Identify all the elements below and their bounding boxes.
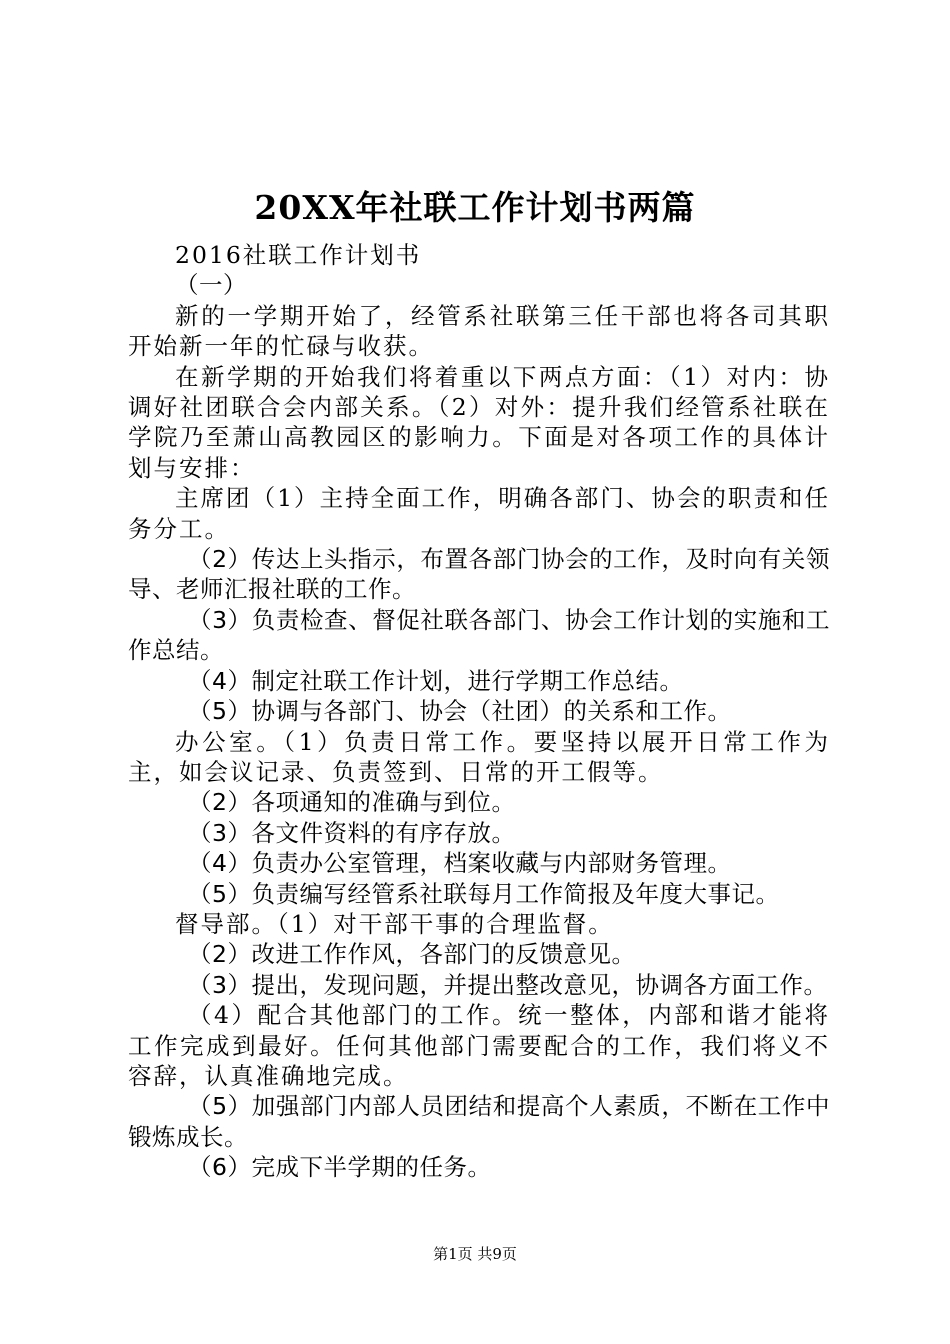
list-item: （3）提出，发现问题，并提出整改意见，协调各方面工作。 <box>188 970 828 999</box>
document-title: 20XX年社联工作计划书两篇 <box>254 188 696 227</box>
paragraph: 督导部。（1）对干部干事的合理监督。 <box>175 909 614 938</box>
list-item: （2）传达上头指示，布置各部门协会的工作，及时向有关领导、老师汇报社联的工作。 <box>128 545 830 604</box>
paragraph: 主席团（1）主持全面工作，明确各部门、协会的职责和任务分工。 <box>128 484 830 543</box>
paragraph: 办公室。（1）负责日常工作。要坚持以展开日常工作为主，如会议记录、负责签到、日常的开工假等。 <box>128 727 830 786</box>
list-item: （4）制定社联工作计划，进行学期工作总结。 <box>188 666 684 695</box>
list-item: （2）改进工作作风，各部门的反馈意见。 <box>188 940 636 969</box>
list-item: （2）各项通知的准确与到位。 <box>188 788 516 817</box>
list-item: （5）负责编写经管系社联每月工作简报及年度大事记。 <box>188 879 780 908</box>
page-footer: 第1页 共9页 <box>433 1245 517 1263</box>
list-item: （5）加强部门内部人员团结和提高个人素质，不断在工作中锻炼成长。 <box>128 1092 830 1151</box>
list-item: （5）协调与各部门、协会（社团）的关系和工作。 <box>188 697 732 726</box>
document-body <box>128 240 830 1183</box>
subtitle: 2016社联工作计划书 <box>175 241 422 269</box>
list-item: （3）各文件资料的有序存放。 <box>188 818 516 847</box>
list-item: （4）配合其他部门的工作。统一整体，内部和谐才能将工作完成到最好。任何其他部门需要配合的工作，我们将义不容辞，认真准确地完成。 <box>128 1001 830 1090</box>
list-item: （6）完成下半学期的任务。 <box>188 1153 492 1182</box>
paragraph: 在新学期的开始我们将着重以下两点方面：（1）对内：协调好社团联合会内部关系。（2）对外：提升我们经管系社联在学院乃至萧山高教园区的影响力。下面是对各项工作的具体计划与安排： <box>128 362 830 482</box>
list-item: （4）负责办公室管理，档案收藏与内部财务管理。 <box>188 849 732 878</box>
list-item: （3）负责检查、督促社联各部门、协会工作计划的实施和工作总结。 <box>128 605 830 665</box>
paragraph: 新的一学期开始了，经管系社联第三任干部也将各司其职开始新一年的忙碌与收获。 <box>128 301 830 361</box>
section-number: （一） <box>175 271 247 300</box>
